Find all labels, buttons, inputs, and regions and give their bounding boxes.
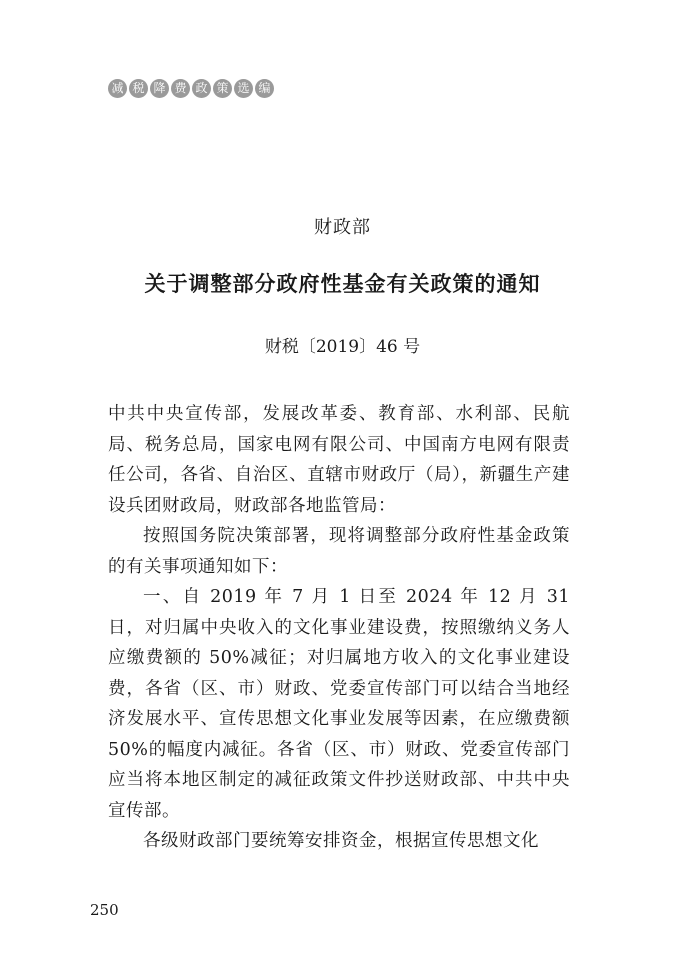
document-body [108, 399, 570, 857]
body-paragraph: 按照国务院决策部署，现将调整部分政府性基金政策的有关事项通知如下： [108, 526, 570, 577]
series-title-char: 税 [129, 79, 148, 98]
series-title-char: 降 [150, 79, 169, 98]
page-number: 250 [90, 901, 119, 919]
series-title-char: 选 [234, 79, 253, 98]
body-paragraph: 一、自 2019 年 7 月 1 日至 2024 年 12 月 31 日，对归属中央收入的文化事业建设费，按照缴纳义务人应缴费额的 50%减征；对归属地方收入的文化事业建设费，各省（区、市）财政、党委宣传部门可以结合当地经济发展水平、宣传思想文化事业发展等因素，在应缴费额 50%的幅度内减征。各省（区、市）财政、党委宣传部门应当将本地区制定的减征政策文件抄送财政部、中共中央宣传部。 [108, 587, 570, 821]
document-number: 财税〔2019〕46 号 [264, 337, 421, 357]
issuing-authority: 财政部 [314, 217, 371, 238]
document-title: 关于调整部分政府性基金有关政策的通知 [144, 272, 541, 296]
series-title-char: 编 [255, 79, 274, 98]
series-title-char: 费 [171, 79, 190, 98]
series-title-char: 政 [192, 79, 211, 98]
addressee-paragraph: 中共中央宣传部，发展改革委、教育部、水利部、民航局、税务总局，国家电网有限公司、中国南方电网有限责任公司，各省、自治区、直辖市财政厅（局），新疆生产建设兵团财政局，财政部各地监管局： [108, 404, 570, 516]
series-title-char: 策 [213, 79, 232, 98]
series-title-char: 减 [108, 79, 127, 98]
series-title [108, 79, 274, 98]
body-paragraph: 各级财政部门要统筹安排资金，根据宣传思想文化 [143, 831, 539, 851]
